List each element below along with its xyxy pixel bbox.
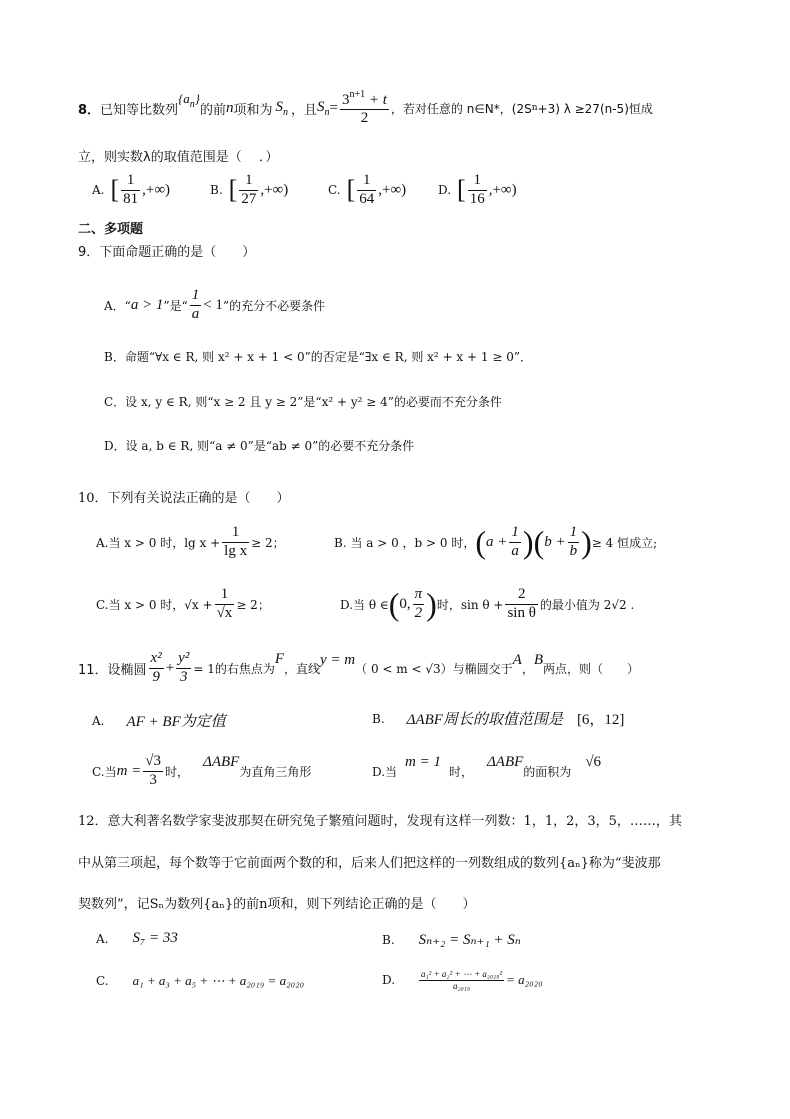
q12-option-b: B. Sₙ₊₂ = Sₙ₊₁ + Sₙ — [382, 932, 521, 948]
q10-option-b: B. 当 a > 0 ，b > 0 时， ( a + $\frac{1}{a}$ ) ( b + $\frac{1}{b}$ ) ≥ 4 恒成立; — [334, 523, 658, 560]
q8-number: 8． — [78, 102, 101, 118]
q11-option-c: C.当 m = $\frac{√3}{3}$ 时， ΔABF 为直角三角形 — [92, 753, 312, 788]
q9-option-d: D．设 a, b ∈ R, 则“a ≠ 0”是“ab ≠ 0”的必要不充分条件 — [104, 439, 415, 453]
q11-option-b: B. ΔABF周长的取值范围是 [6，12] — [372, 711, 625, 728]
q10-option-a: A.当 x > 0 时，lg x + $\frac{1}{\text{lg x}}$ ≥ 2； — [96, 524, 285, 559]
q12-line2: 中从第三项起，每个数等于它前面两个数的和，后来人们把这样的一列数组成的数列{aₙ}称为“斐波那 — [78, 856, 661, 871]
q10-option-d: D.当 θ ∈ ( 0, $\frac{\pi}{2}$ ) 时，sin θ + $\frac{2}{\text{sin θ}}$ 的最小值为 2√2 . — [340, 585, 635, 622]
q8-fraction: $\frac{3^{n+1} + t}{2}$ — [341, 88, 387, 126]
q9-stem: 9．下面命题正确的是（ ） — [78, 245, 256, 260]
q9-option-c: C．设 x, y ∈ R, 则“x ≥ 2 且 y ≥ 2”是“x² + y² ≥ 4”的必要而不充分条件 — [104, 395, 502, 409]
q11-option-a: A. AF + BF为定值 — [92, 713, 226, 730]
q10-stem: 10．下列有关说法正确的是（ ） — [78, 491, 290, 506]
q8-options — [92, 168, 732, 212]
q12-line3: 契数列”，记Sₙ为数列{aₙ}的前n项和，则下列结论正确的是（ ） — [78, 897, 476, 912]
q12-line1: 12．意大利著名数学家斐波那契在研究兔子繁殖问题时，发现有这样一列数：1，1，2，3，5，……，其 — [78, 814, 682, 829]
q12-option-d: D. $\frac{\text{a₁² + a₂² + ⋯ + a₂₀₁₉²}}{\text{a₂₀₁₉}}$ = a₂₀₂₀ — [382, 969, 543, 991]
q8-option-b: B. [ $\frac{1}{27}$ ,+∞) — [210, 172, 289, 207]
q12-option-a: A. S₇ = 33 — [96, 930, 178, 946]
q12-option-c: C. a₁ + a₃ + a₅ + ⋯ + a₂₀₁₉ = a₂₀₂₀ — [96, 973, 305, 988]
q8-option-c: C. [ $\frac{1}{64}$ ,+∞) — [328, 172, 407, 207]
q9-option-b: B．命题“∀x ∈ R, 则 x² + x + 1 < 0”的否定是“∃x ∈ R, 则 x² + x + 1 ≥ 0”． — [104, 350, 532, 364]
section-heading: 二、多项题 — [78, 222, 144, 237]
q8-line1: 8． 已知等比数列 $\{a_n\}$ 的前 n 项和为 $S_n$ ，且 $S_n$ = $\frac{3^{n+1} + t}{2}$ ，若对任意的 n∈N*，(2S n +3) λ ≥27(n-5)恒成 — [78, 88, 653, 126]
q11-option-d: D.当 m = 1 时， ΔABF 的面积为 √6 — [372, 753, 602, 779]
q10-option-c: C.当 x > 0 时，√x + $\frac{1}{√x}$ ≥ 2； — [96, 586, 270, 621]
q8-line2: 立，则实数λ的取值范围是（ ．） — [78, 150, 279, 165]
q8-option-d: D. [ $\frac{1}{16}$ ,+∞) — [438, 172, 517, 207]
q8-option-a: A. [ $\frac{1}{81}$ ,+∞) — [92, 172, 171, 207]
q11-stem: 11．设椭圆 $\frac{\text{x²}}{9}$ + $\frac{\text{y²}}{3}$ = 1的右焦点为 F ，直线 y = m （ 0 < m < √3）与椭圆交于 A ， B 两点，则（ ） — [78, 650, 640, 685]
q9-option-a: A．“ a > 1 ”是“ $\frac{1}{a}$ < 1 ”的充分不必要条件 — [104, 287, 326, 322]
